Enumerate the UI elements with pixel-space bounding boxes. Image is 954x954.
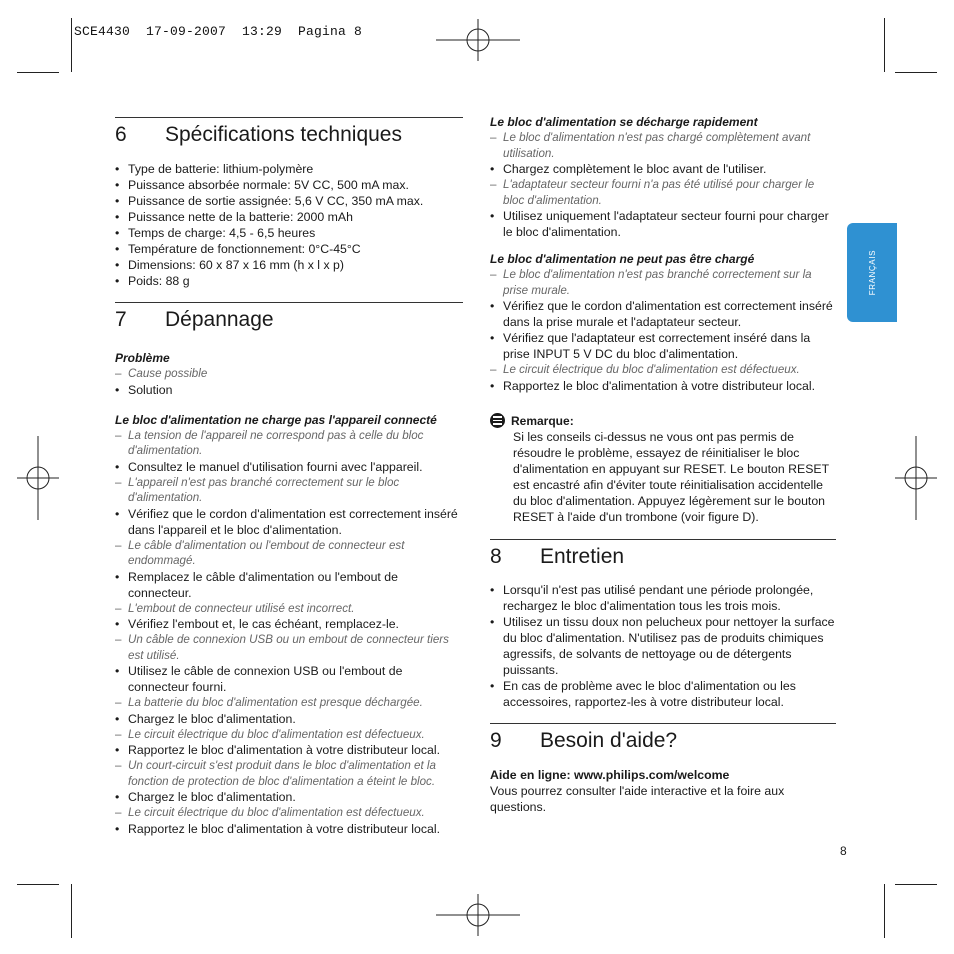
solution-item: • Consultez le manuel d'utilisation fourni avec l'appareil.: [115, 459, 463, 475]
crop-mark: [884, 884, 885, 938]
cause-item: – L'embout de connecteur utilisé est incorrect.: [115, 601, 463, 617]
section-8-number: 8: [490, 544, 502, 568]
section-6-heading: [115, 121, 463, 149]
section-9-title: Besoin d'aide?: [540, 728, 678, 752]
cause-item: – Le circuit électrique du bloc d'alimentation est défectueux.: [115, 727, 463, 743]
cause-item: – Le câble d'alimentation ou l'embout de connecteur est endommagé.: [115, 538, 463, 569]
page-number: 8: [840, 844, 847, 858]
crop-mark: [17, 884, 59, 885]
section-rule: [115, 302, 463, 303]
registration-mark-bottom: [436, 894, 520, 936]
section-rule: [490, 723, 836, 724]
solution-item: • Rapportez le bloc d'alimentation à votre distributeur local.: [490, 378, 836, 394]
language-tab-label: FRANÇAIS: [867, 249, 877, 296]
solution-item: • Vérifiez que l'adaptateur est correctement inséré dans la prise INPUT 5 V DC du bloc d'alimentation.: [490, 330, 836, 362]
care-item: • En cas de problème avec le bloc d'alimentation ou les accessoires, rapportez-les à votre distributeur local.: [490, 678, 836, 710]
note-title: Remarque:: [511, 413, 574, 428]
solution-item: • Vérifiez que le cordon d'alimentation est correctement inséré dans l'appareil et le bloc d'alimentation.: [115, 506, 463, 538]
section-6-number: 6: [115, 123, 127, 146]
solution-item: • Chargez le bloc d'alimentation.: [115, 789, 463, 805]
note-heading: [490, 413, 836, 429]
care-item: • Lorsqu'il n'est pas utilisé pendant une période prolongée, rechargez le bloc d'alimentation tous les trois mois.: [490, 582, 836, 614]
solution-item: • Rapportez le bloc d'alimentation à votre distributeur local.: [115, 742, 463, 758]
solution-item: • Utilisez le câble de connexion USB ou l'embout de connecteur fourni.: [115, 663, 463, 695]
legend-problem: Problème: [115, 351, 170, 365]
crop-mark: [71, 18, 72, 72]
problem-3-list: [490, 267, 836, 394]
cause-item: – Le circuit électrique du bloc d'alimentation est défectueux.: [115, 805, 463, 821]
solution-item: • Chargez complètement le bloc avant de l'utiliser.: [490, 161, 836, 177]
online-help-link[interactable]: Aide en ligne: www.philips.com/welcome: [490, 767, 730, 782]
help-text: Vous pourrez consulter l'aide interactive et la foire aux questions.: [490, 783, 785, 814]
spec-item: • Temps de charge: 4,5 - 6,5 heures: [115, 225, 463, 241]
care-item: • Utilisez un tissu doux non pelucheux pour nettoyer la surface du bloc d'alimentation. N'utilisez pas de produits chimiques agressifs, de solvants de nettoyage ou de détergents puissants.: [490, 614, 836, 678]
spec-item: • Température de fonctionnement: 0°C-45°C: [115, 241, 463, 257]
cause-item: – Le bloc d'alimentation n'est pas branché correctement sur la prise murale.: [490, 267, 836, 298]
problem-title: Le bloc d'alimentation ne peut pas être chargé: [490, 252, 755, 266]
crop-mark: [895, 72, 937, 73]
section-6-title: Spécifications techniques: [165, 123, 402, 146]
note-text: Si les conseils ci-dessus ne vous ont pas permis de résoudre le problème, essayez de réinitialiser le bloc d'alimentation en appuyant sur RESET. Le bouton RESET est encastré afin d'éviter toute réinitialisation accidentelle du bloc d'alimentation. Appuyez légèrement sur le bouton RESET à l'aide d'un trombone (voir figure D).: [513, 429, 829, 524]
registration-mark-left: [17, 436, 59, 520]
registration-mark-right: [895, 436, 937, 520]
problem-1-list: [115, 428, 463, 837]
section-rule: [490, 539, 836, 540]
spec-item: • Puissance de sortie assignée: 5,6 V CC, 350 mA max.: [115, 193, 463, 209]
legend-solution: • Solution: [115, 382, 463, 398]
print-header: SCE4430 17-09-2007 13:29 Pagina 8: [74, 24, 363, 39]
cause-item: – L'appareil n'est pas branché correctement sur le bloc d'alimentation.: [115, 475, 463, 506]
solution-item: • Chargez le bloc d'alimentation.: [115, 711, 463, 727]
solution-item: • Vérifiez l'embout et, le cas échéant, remplacez-le.: [115, 616, 463, 632]
solution-item: • Rapportez le bloc d'alimentation à votre distributeur local.: [115, 821, 463, 837]
problem-2-list: [490, 130, 836, 240]
section-7-heading: [115, 306, 463, 334]
section-rule: [115, 117, 463, 118]
cause-item: – Un court-circuit s'est produit dans le bloc d'alimentation et la fonction de protection de bloc d'alimentation a éteint le bloc.: [115, 758, 463, 789]
note-icon: [490, 413, 505, 428]
crop-mark: [71, 884, 72, 938]
cause-item: – Un câble de connexion USB ou un embout de connecteur tiers est utilisé.: [115, 632, 463, 663]
specs-list: [115, 161, 463, 289]
solution-item: • Vérifiez que le cordon d'alimentation est correctement inséré dans la prise murale et l'adaptateur secteur.: [490, 298, 836, 330]
cause-item: – Le circuit électrique du bloc d'alimentation est défectueux.: [490, 362, 836, 378]
legend-cause: – Cause possible: [115, 366, 463, 382]
section-8-title: Entretien: [540, 544, 625, 568]
crop-mark: [17, 72, 59, 73]
left-column: [115, 117, 463, 837]
right-column: [490, 117, 836, 815]
crop-mark: [895, 884, 937, 885]
section-8-heading: [490, 543, 836, 571]
cause-item: – Le bloc d'alimentation n'est pas chargé complètement avant utilisation.: [490, 130, 836, 161]
problem-title: Le bloc d'alimentation ne charge pas l'appareil connecté: [115, 412, 437, 427]
solution-item: • Utilisez uniquement l'adaptateur secteur fourni pour charger le bloc d'alimentation.: [490, 208, 836, 240]
language-tab: [847, 223, 897, 322]
spec-item: • Puissance absorbée normale: 5V CC, 500 mA max.: [115, 177, 463, 193]
section-9-heading: [490, 727, 836, 755]
cause-item: – La batterie du bloc d'alimentation est presque déchargée.: [115, 695, 463, 711]
spec-item: • Puissance nette de la batterie: 2000 mAh: [115, 209, 463, 225]
registration-mark-top: [436, 19, 520, 61]
section-9-number: 9: [490, 728, 502, 752]
solution-item: • Remplacez le câble d'alimentation ou l'embout de connecteur.: [115, 569, 463, 601]
problem-title: Le bloc d'alimentation se décharge rapidement: [490, 115, 758, 129]
care-list: [490, 582, 836, 710]
note-box: [490, 413, 836, 525]
cause-item: – L'adaptateur secteur fourni n'a pas été utilisé pour charger le bloc d'alimentation.: [490, 177, 836, 208]
spec-item: • Dimensions: 60 x 87 x 16 mm (h x l x p): [115, 257, 463, 273]
section-7-title: Dépannage: [165, 308, 274, 331]
section-7-number: 7: [115, 308, 127, 331]
cause-item: – La tension de l'appareil ne correspond pas à celle du bloc d'alimentation.: [115, 428, 463, 459]
spec-item: • Poids: 88 g: [115, 273, 463, 289]
crop-mark: [884, 18, 885, 72]
spec-item: • Type de batterie: lithium-polymère: [115, 161, 463, 177]
